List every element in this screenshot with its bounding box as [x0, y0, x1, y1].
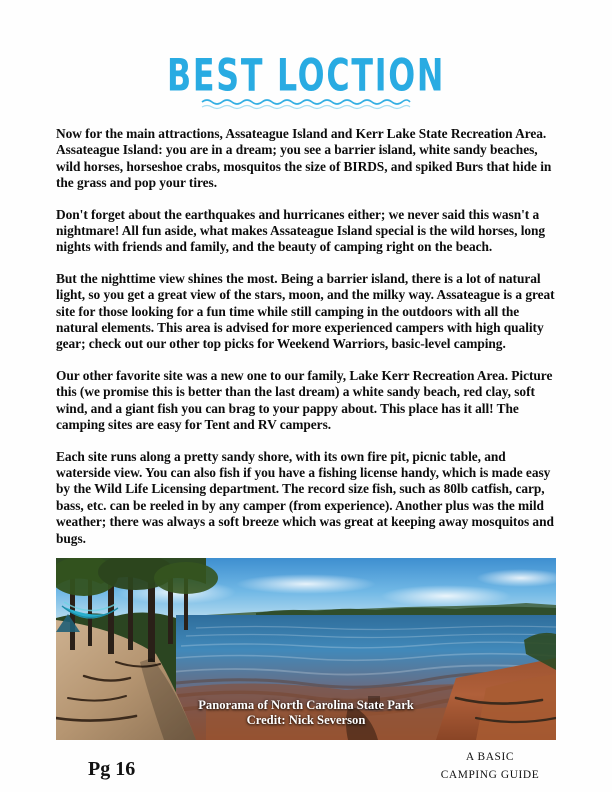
article-body	[56, 126, 556, 547]
panorama-photo	[56, 558, 556, 740]
guide-title-block	[400, 748, 580, 784]
paragraph-5: Each site runs along a pretty sandy shore, with its own fire pit, picnic table, and waterside view. You can also fish if you have a fishing license handy, which is made easy by the Wild Life Licensing department. The record size fish, such as 80lb catfish, carp, bass, etc. can be reeled in by any camper (from experience). Another plus was the mild weather; there was always a soft breeze which was great at keeping away mosquitos and bugs.	[56, 448, 554, 546]
page-footer	[0, 748, 612, 792]
page-number: Pg 16	[88, 758, 136, 780]
panorama-photo-image	[56, 558, 556, 740]
paragraph-3: But the nighttime view shines the most. Being a barrier island, there is a lot of natural light, so you get a great view of the stars, moon, and the milky way. Assateague is a great site for those looking for a fun time while still camping in the outdoors with all the natural elements. This area is advised for more experienced campers with high quality gear; check out our other top picks for Weekend Warriors, basic-level camping.	[56, 270, 555, 352]
paragraph-4: Our other favorite site was a new one to our family, Lake Kerr Recreation Area. Picture this (we promise this is better than the last dream) a white sandy beach, red clay, soft wind, and a giant fish you can brag to your pappy about. This place has it all! The camping sites are easy for Tent and RV campers.	[56, 367, 553, 433]
paragraph-2: Don't forget about the earthquakes and hurricanes either; we never said this wasn't a nightmare! All fun aside, what makes Assateague Island special is the wild horses, long nights with friends and family, and the beauty of camping right on the beach.	[56, 206, 546, 255]
guide-title-line-1: A BASIC	[465, 751, 515, 763]
page-title-block	[0, 50, 612, 111]
paragraph-1: Now for the main attractions, Assateague Island and Kerr Lake State Recreation Area. Assateague Island: you are in a dream; you see a barrier island, white sandy beaches, wild horses, horseshoe crabs, mosquitos the size of BIRDS, and spiked Burs that hide in the grass and pop your tires.	[56, 126, 552, 191]
page-title: BEST LOCTION	[166, 50, 446, 102]
photo-caption-title: Panorama of North Carolina State Park	[198, 698, 414, 712]
photo-caption-credit: Credit: Nick Severson	[246, 713, 366, 727]
guide-title-line-2: CAMPING GUIDE	[440, 769, 540, 781]
